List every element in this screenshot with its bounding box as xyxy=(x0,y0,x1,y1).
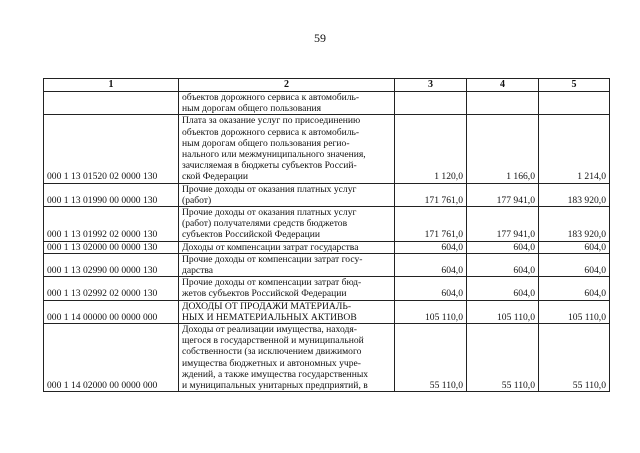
revenue-name-line: Доходы от реализации имущества, находя- xyxy=(182,324,357,336)
amount-cell-year-3: 55 110,0 xyxy=(539,324,610,392)
amount-cell-year-3: 105 110,0 xyxy=(539,300,610,323)
revenue-name-line: ской Федерации xyxy=(182,171,249,183)
table-row xyxy=(44,207,610,242)
revenue-name-line: (работ) получателями средств бюджетов xyxy=(182,218,348,230)
revenue-name-cell xyxy=(179,253,395,276)
revenue-name-line: (работ) xyxy=(182,194,212,206)
budget-code-cell: 000 1 13 01992 02 0000 130 xyxy=(44,207,179,242)
column-header-5: 5 xyxy=(539,79,610,92)
amount-cell-year-1: 604,0 xyxy=(395,277,467,300)
revenue-name-line: нального или межмуниципального значения, xyxy=(182,149,366,161)
budget-code-cell: 000 1 14 00000 00 0000 000 xyxy=(44,300,179,323)
budget-code-cell: 000 1 13 02990 00 0000 130 xyxy=(44,253,179,276)
revenue-name-line: ным дорогам общего пользования xyxy=(182,103,322,115)
revenue-name-line: Доходы от компенсации затрат государства xyxy=(182,241,359,253)
amount-cell-year-2: 177 941,0 xyxy=(467,183,539,206)
revenue-name-line: зачисляемая в бюджеты субъектов Россий- xyxy=(182,160,357,172)
amount-cell-year-3: 183 920,0 xyxy=(539,207,610,242)
amount-cell-year-2: 1 166,0 xyxy=(467,115,539,183)
revenue-name-line: щегося в государственной и муниципальной xyxy=(182,335,364,347)
revenue-table xyxy=(43,78,610,392)
table-row xyxy=(44,241,610,253)
table-row xyxy=(44,324,610,392)
revenue-name-line: Прочие доходы от компенсации затрат бюд- xyxy=(182,277,362,289)
revenue-name-cell xyxy=(179,207,395,242)
budget-code-cell: 000 1 13 02992 02 0000 130 xyxy=(44,277,179,300)
table-row xyxy=(44,92,610,115)
revenue-name-line: Прочие доходы от компенсации затрат госу- xyxy=(182,253,363,265)
amount-cell-year-1: 55 110,0 xyxy=(395,324,467,392)
revenue-name-line: дарства xyxy=(182,265,214,277)
amount-cell-year-3: 604,0 xyxy=(539,241,610,253)
revenue-name-line: собственности (за исключением движимого xyxy=(182,346,362,358)
revenue-name-line: ДОХОДЫ ОТ ПРОДАЖИ МАТЕРИАЛЬ- xyxy=(182,300,352,312)
revenue-name-line: субъектов Российской Федерации xyxy=(182,229,320,241)
amount-cell-year-3 xyxy=(539,92,610,115)
amount-cell-year-2 xyxy=(467,92,539,115)
amount-cell-year-3: 604,0 xyxy=(539,253,610,276)
revenue-name-cell xyxy=(179,115,395,183)
revenue-name-line: Плата за оказание услуг по присоединению xyxy=(182,115,361,127)
budget-code-cell xyxy=(44,92,179,115)
page-number: 59 xyxy=(314,31,326,45)
table-row xyxy=(44,183,610,206)
revenue-name-line: имущества бюджетных и автономных учре- xyxy=(182,357,361,369)
revenue-name-line: ждений, а также имущества государственных xyxy=(182,368,369,380)
budget-code-cell: 000 1 14 02000 00 0000 000 xyxy=(44,324,179,392)
table-row xyxy=(44,300,610,323)
amount-cell-year-1: 604,0 xyxy=(395,253,467,276)
amount-cell-year-1: 1 120,0 xyxy=(395,115,467,183)
revenue-name-cell xyxy=(179,241,395,253)
revenue-name-line: и муниципальных унитарных предприятий, в xyxy=(182,380,368,392)
revenue-name-line: ным дорогам общего пользования регио- xyxy=(182,137,350,149)
column-header-4: 4 xyxy=(467,79,539,92)
budget-code-cell: 000 1 13 02000 00 0000 130 xyxy=(44,241,179,253)
amount-cell-year-3: 604,0 xyxy=(539,277,610,300)
revenue-name-cell xyxy=(179,277,395,300)
column-header-2: 2 xyxy=(179,79,395,92)
revenue-name-line: НЫХ И НЕМАТЕРИАЛЬНЫХ АКТИВОВ xyxy=(182,311,357,323)
amount-cell-year-3: 1 214,0 xyxy=(539,115,610,183)
table-row xyxy=(44,253,610,276)
revenue-name-cell xyxy=(179,324,395,392)
column-header-1: 1 xyxy=(44,79,179,92)
amount-cell-year-2: 604,0 xyxy=(467,253,539,276)
revenue-name-line: Прочие доходы от оказания платных услуг xyxy=(182,207,357,219)
revenue-name-line: жетов субъектов Российской Федерации xyxy=(182,288,347,300)
table-body xyxy=(44,92,610,392)
table-row xyxy=(44,115,610,183)
amount-cell-year-1: 171 761,0 xyxy=(395,183,467,206)
amount-cell-year-2: 604,0 xyxy=(467,277,539,300)
amount-cell-year-2: 105 110,0 xyxy=(467,300,539,323)
amount-cell-year-1 xyxy=(395,92,467,115)
amount-cell-year-1: 171 761,0 xyxy=(395,207,467,242)
revenue-name-cell xyxy=(179,300,395,323)
amount-cell-year-2: 55 110,0 xyxy=(467,324,539,392)
amount-cell-year-2: 177 941,0 xyxy=(467,207,539,242)
revenue-name-line: объектов дорожного сервиса к автомобиль- xyxy=(182,126,360,138)
amount-cell-year-3: 183 920,0 xyxy=(539,183,610,206)
column-header-3: 3 xyxy=(395,79,467,92)
revenue-name-cell xyxy=(179,183,395,206)
table-header-row xyxy=(44,79,610,92)
table-row xyxy=(44,277,610,300)
amount-cell-year-1: 105 110,0 xyxy=(395,300,467,323)
amount-cell-year-1: 604,0 xyxy=(395,241,467,253)
revenue-name-cell xyxy=(179,92,395,115)
revenue-name-line: Прочие доходы от оказания платных услуг xyxy=(182,183,357,195)
budget-code-cell: 000 1 13 01520 02 0000 130 xyxy=(44,115,179,183)
budget-code-cell: 000 1 13 01990 00 0000 130 xyxy=(44,183,179,206)
amount-cell-year-2: 604,0 xyxy=(467,241,539,253)
revenue-name-line: объектов дорожного сервиса к автомобиль- xyxy=(182,92,360,103)
